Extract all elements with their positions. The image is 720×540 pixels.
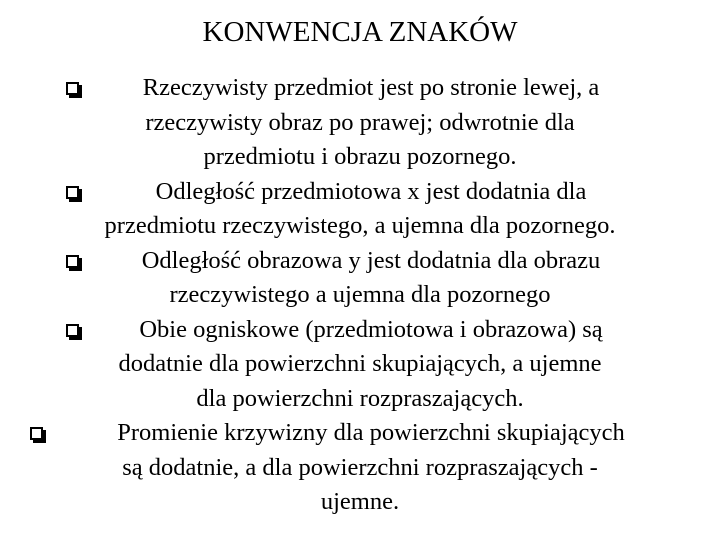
checkbox-bullet-icon [30, 427, 43, 440]
bullet-line: Odległość przedmiotowa x jest dodatnia dla [155, 177, 587, 205]
bullet-line: rzeczywistego a ujemna dla pozornego [169, 281, 551, 308]
bullet-line: Obie ogniskowe (przedmiotowa i obrazowa) są [139, 315, 603, 343]
bullet-item [0, 71, 720, 175]
bullet-line: są dodatnie, a dla powierzchni rozpraszających - [122, 453, 598, 481]
checkbox-bullet-icon [66, 324, 79, 337]
bullet-line: Promienie krzywizny dla powierzchni skupiających [117, 419, 625, 446]
checkbox-bullet-icon [66, 186, 79, 199]
slide-title: KONWENCJA ZNAKÓW [202, 16, 518, 48]
bullet-line: dla powierzchni rozpraszających. [196, 384, 524, 412]
bullet-item [0, 244, 720, 313]
bullet-list [0, 71, 720, 520]
checkbox-bullet-icon [66, 82, 79, 95]
checkbox-bullet-icon [66, 255, 79, 268]
bullet-item [0, 416, 720, 520]
bullet-line: Rzeczywisty przedmiot jest po stronie lewej, a [142, 74, 600, 101]
bullet-line: ujemne. [320, 488, 400, 515]
bullet-item [0, 313, 720, 417]
bullet-line: Odległość obrazowa y jest dodatnia dla obrazu [141, 246, 601, 274]
bullet-line: przedmiotu rzeczywistego, a ujemna dla pozornego. [104, 212, 616, 239]
bullet-line: dodatnie dla powierzchni skupiających, a ujemne [118, 350, 602, 377]
bullet-line: rzeczywisty obraz po prawej; odwrotnie dla [145, 108, 575, 136]
bullet-item [0, 175, 720, 244]
bullet-line: przedmiotu i obrazu pozornego. [203, 143, 517, 170]
